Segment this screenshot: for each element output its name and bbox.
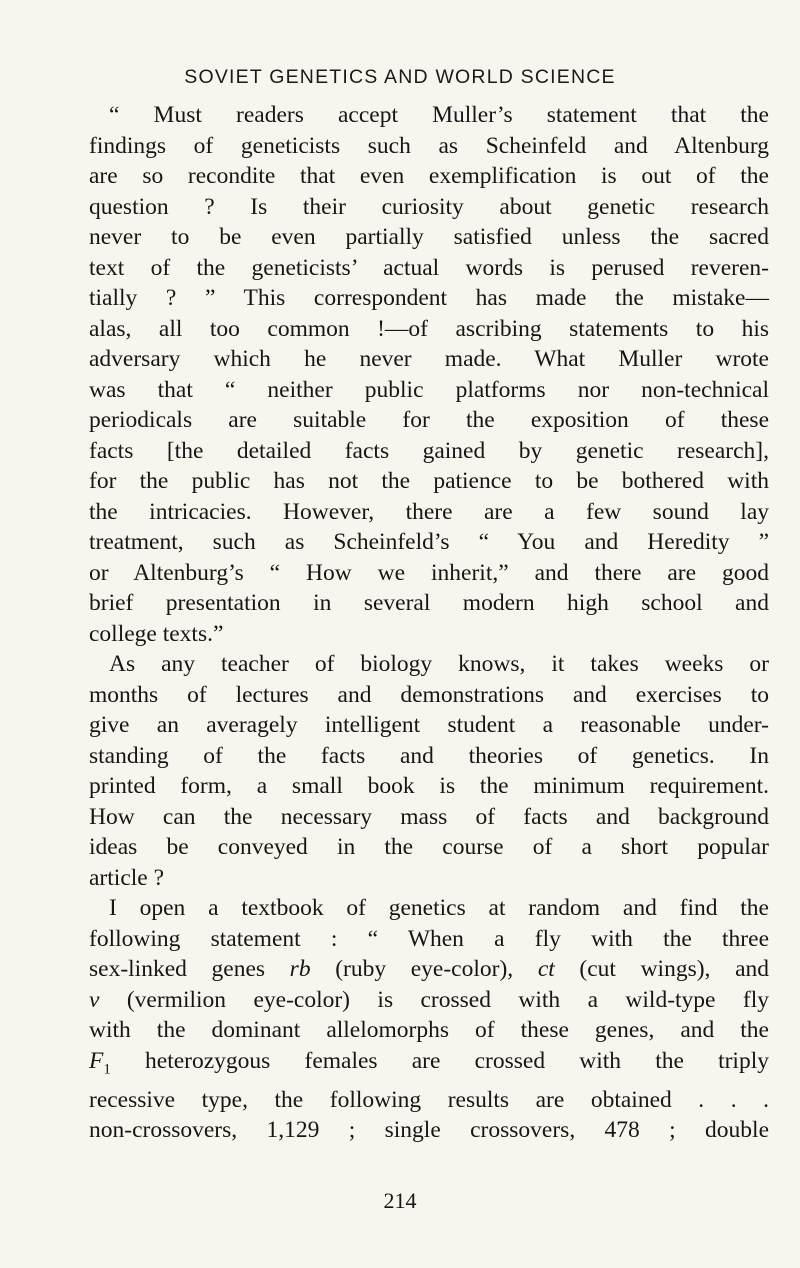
text-line: tially ? ” This correspondent has made the mistake—	[89, 285, 769, 311]
generation-symbol: F	[89, 1047, 104, 1074]
gene-symbol-ct: ct	[537, 956, 555, 982]
text-line: college texts.”	[89, 620, 224, 647]
text-run: (cut wings), and	[554, 956, 769, 982]
text-run: (ruby eye-color),	[310, 956, 538, 982]
text-line: treatment, such as Scheinfeld’s “ You and Heredity ”	[89, 529, 769, 555]
text-line: question ? Is their curiosity about genetic research	[89, 193, 769, 220]
text-line	[89, 985, 769, 1016]
text-line: are so recondite that even exemplification is out of the	[89, 163, 769, 189]
text-run: heterozygous females are crossed with the triply	[110, 1047, 769, 1074]
text-line: months of lectures and demonstrations and exercises to	[89, 681, 769, 708]
text-line: “ Must readers accept Muller’s statement that the	[109, 102, 769, 128]
text-line: How can the necessary mass of facts and background	[89, 803, 769, 830]
text-line: periodicals are suitable for the exposition of these	[89, 407, 769, 433]
text-line: printed form, a small book is the minimum requirement.	[89, 773, 769, 799]
text-line: was that “ neither public platforms nor non-technical	[89, 376, 769, 403]
body-text	[89, 100, 769, 1146]
text-line: adversary which he never made. What Muller wrote	[89, 346, 769, 372]
text-line: As any teacher of biology knows, it takes weeks or	[109, 651, 769, 677]
text-line: alas, all too common !—of ascribing statements to his	[89, 315, 769, 342]
text-line: ideas be conveyed in the course of a short popular	[89, 834, 769, 860]
gene-symbol-rb: rb	[289, 956, 311, 982]
text-line: findings of geneticists such as Scheinfeld and Altenburg	[89, 132, 769, 159]
text-line	[89, 954, 769, 985]
text-line: non-crossovers, 1,129 ; single crossovers, 478 ; double	[89, 1117, 769, 1144]
text-line: the intricacies. However, there are a few sound lay	[89, 498, 769, 525]
text-line: facts [the detailed facts gained by genetic research],	[89, 437, 769, 464]
text-run: sex-linked genes	[89, 956, 290, 982]
text-line: following statement : “ When a fly with the three	[89, 925, 769, 952]
page-number: 214	[383, 1188, 417, 1213]
text-line: recessive type, the following results are obtained . . .	[89, 1086, 769, 1113]
running-head: SOVIET GENETICS AND WORLD SCIENCE	[184, 66, 616, 88]
text-line: standing of the facts and theories of genetics. In	[89, 742, 769, 769]
text-line	[89, 1046, 769, 1085]
text-run: (vermilion eye-color) is crossed with a wild-type fly	[99, 986, 769, 1013]
text-line: give an averagely intelligent student a reasonable under-	[89, 712, 769, 738]
text-line: for the public has not the patience to be bothered with	[89, 468, 769, 494]
text-line: brief presentation in several modern high school and	[89, 590, 769, 616]
generation-subscript: 1	[103, 1061, 111, 1078]
text-line: article ?	[89, 864, 165, 891]
text-line: text of the geneticists’ actual words is perused reveren-	[89, 254, 769, 281]
text-line: with the dominant allelomorphs of these genes, and the	[89, 1017, 769, 1043]
gene-symbol-v: v	[89, 986, 100, 1013]
text-line: or Altenburg’s “ How we inherit,” and there are good	[89, 559, 769, 586]
text-line: never to be even partially satisfied unless the sacred	[89, 224, 769, 250]
text-line: I open a textbook of genetics at random and find the	[109, 895, 769, 921]
